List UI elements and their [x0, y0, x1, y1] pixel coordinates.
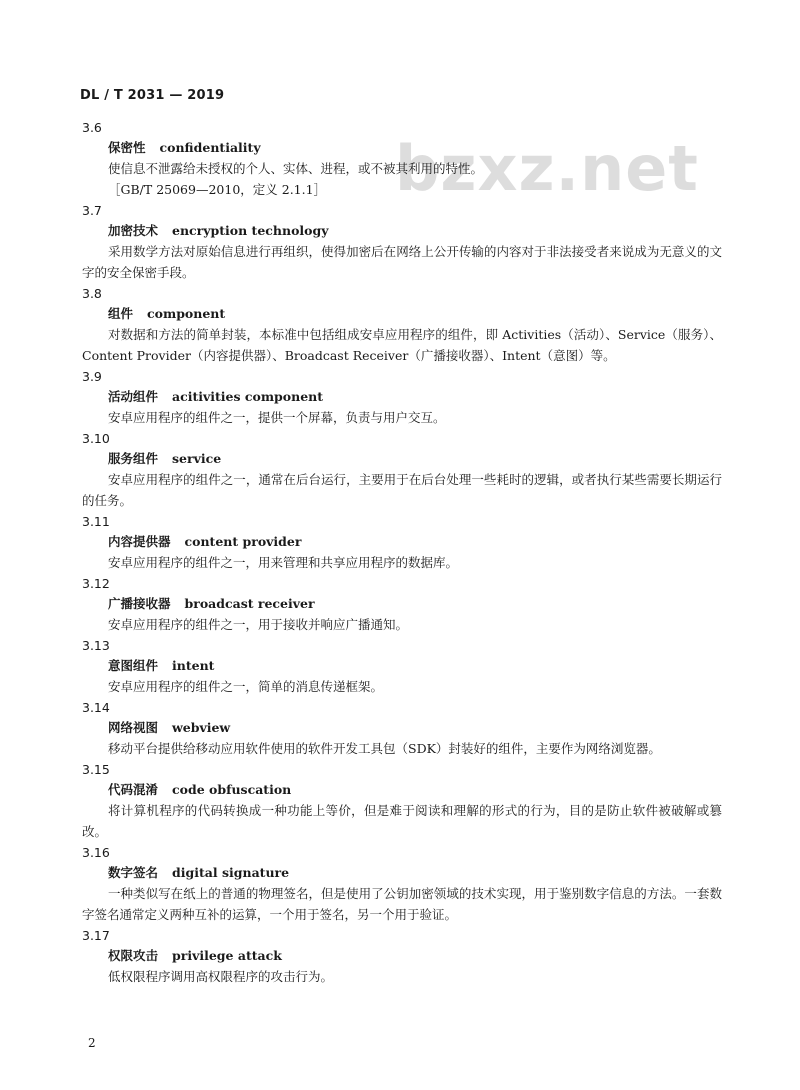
term-chinese-name: 保密性 — [108, 140, 146, 155]
term-number: 3.14 — [82, 700, 110, 715]
term-definition: 一种类似写在纸上的普通的物理签名，但是使用了公钥加密领域的技术实现，用于鉴别数字信息的方法。一套数字签名通常定义两种互补的运算，一个用于签名，另一个用于验证。 — [82, 886, 722, 922]
term-definition: 采用数学方法对原始信息进行再组织，使得加密后在网络上公开传输的内容对于非法接受者来说成为无意义的文字的安全保密手段。 — [82, 244, 722, 280]
term-chinese-name: 服务组件 — [108, 451, 159, 466]
watermark: bzxz.net — [395, 132, 699, 205]
document-id-header: DL / T 2031 — 2019 — [80, 88, 225, 103]
term-definition: 安卓应用程序的组件之一，用于接收并响应广播通知。 — [108, 617, 409, 632]
term-english-name: content provider — [184, 534, 302, 549]
term-definition: 使信息不泄露给未授权的个人、实体、进程，或不被其利用的特性。 — [108, 161, 484, 176]
term-entry — [82, 366, 722, 428]
term-chinese-name: 广播接收器 — [108, 596, 171, 611]
term-english-name: component — [147, 306, 226, 321]
term-number: 3.12 — [82, 576, 110, 591]
term-english-name: intent — [172, 658, 215, 673]
terms-list — [82, 117, 722, 987]
term-title — [82, 863, 722, 883]
term-entry — [82, 573, 722, 635]
term-title — [82, 304, 722, 324]
term-definition: 安卓应用程序的组件之一，通常在后台运行，主要用于在后台处理一些耗时的逻辑，或者执行某些需要长期运行的任务。 — [82, 472, 722, 508]
term-title — [82, 594, 722, 614]
term-title — [82, 449, 722, 469]
term-entry — [82, 635, 722, 697]
term-title — [82, 138, 722, 158]
term-number: 3.10 — [82, 431, 110, 446]
term-number: 3.13 — [82, 638, 110, 653]
term-chinese-name: 组件 — [108, 306, 134, 321]
term-english-name: digital signature — [172, 865, 290, 880]
term-number: 3.7 — [82, 203, 102, 218]
term-title — [82, 387, 722, 407]
term-chinese-name: 数字签名 — [108, 865, 159, 880]
term-number: 3.17 — [82, 928, 110, 943]
term-definition: 对数据和方法的简单封装，本标准中包括组成安卓应用程序的组件，即 Activities（活动）、Service（服务）、Content Provider（内容提供器）、Broadcast Receiver（广播接收器）、Intent（意图）等。 — [82, 327, 722, 363]
term-chinese-name: 网络视图 — [108, 720, 159, 735]
term-entry — [82, 117, 722, 200]
term-title — [82, 656, 722, 676]
term-chinese-name: 内容提供器 — [108, 534, 171, 549]
term-definition: 将计算机程序的代码转换成一种功能上等价，但是难于阅读和理解的形式的行为，目的是防止软件被破解或篡改。 — [82, 803, 722, 839]
term-number: 3.9 — [82, 369, 102, 384]
term-entry — [82, 842, 722, 925]
term-entry — [82, 511, 722, 573]
term-title — [82, 718, 722, 738]
term-chinese-name: 权限攻击 — [108, 948, 159, 963]
term-number: 3.8 — [82, 286, 102, 301]
term-entry — [82, 283, 722, 366]
term-number: 3.6 — [82, 120, 102, 135]
term-english-name: acitivities component — [172, 389, 324, 404]
page-number: 2 — [88, 1036, 96, 1050]
term-title — [82, 532, 722, 552]
term-definition: 安卓应用程序的组件之一，提供一个屏幕，负责与用户交互。 — [108, 410, 446, 425]
term-chinese-name: 意图组件 — [108, 658, 159, 673]
term-number: 3.15 — [82, 762, 110, 777]
term-definition: 移动平台提供给移动应用软件使用的软件开发工具包（SDK）封装好的组件，主要作为网络浏览器。 — [108, 741, 661, 756]
term-english-name: encryption technology — [172, 223, 329, 238]
term-english-name: webview — [172, 720, 231, 735]
term-entry — [82, 697, 722, 759]
term-entry — [82, 759, 722, 842]
term-definition: 低权限程序调用高权限程序的攻击行为。 — [108, 969, 334, 984]
term-entry — [82, 200, 722, 283]
term-english-name: confidentiality — [159, 140, 261, 155]
term-title — [82, 780, 722, 800]
term-english-name: service — [172, 451, 222, 466]
term-number: 3.11 — [82, 514, 110, 529]
term-entry — [82, 925, 722, 987]
term-entry — [82, 428, 722, 511]
term-chinese-name: 活动组件 — [108, 389, 159, 404]
term-title — [82, 221, 722, 241]
term-english-name: broadcast receiver — [184, 596, 315, 611]
term-reference: ［GB/T 25069—2010，定义 2.1.1］ — [108, 182, 327, 197]
term-definition: 安卓应用程序的组件之一，简单的消息传递框架。 — [108, 679, 384, 694]
term-english-name: code obfuscation — [172, 782, 292, 797]
term-definition: 安卓应用程序的组件之一，用来管理和共享应用程序的数据库。 — [108, 555, 459, 570]
term-english-name: privilege attack — [172, 948, 282, 963]
term-chinese-name: 加密技术 — [108, 223, 159, 238]
term-chinese-name: 代码混淆 — [108, 782, 159, 797]
term-number: 3.16 — [82, 845, 110, 860]
term-title — [82, 946, 722, 966]
